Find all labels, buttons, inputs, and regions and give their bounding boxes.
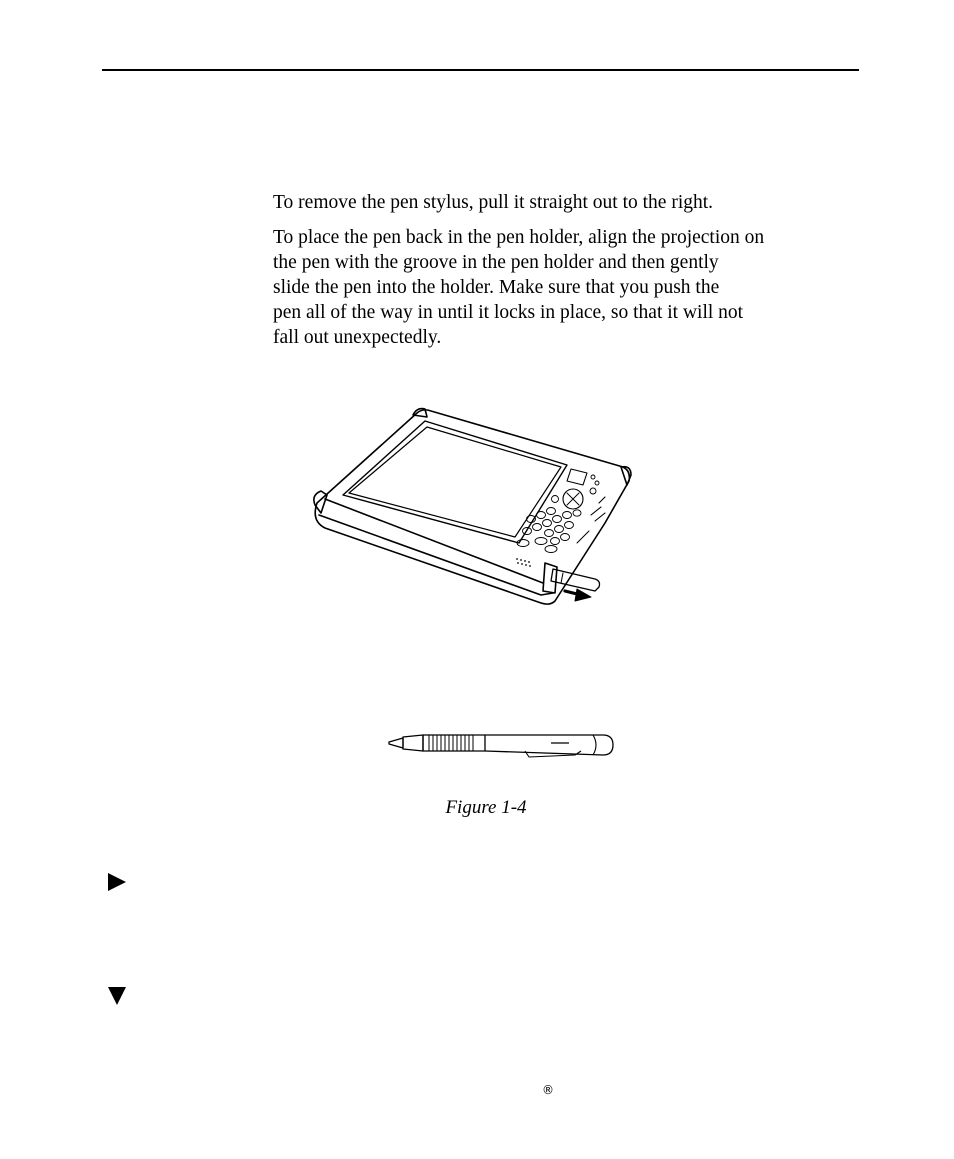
tablet-illustration (305, 403, 640, 608)
paragraph-line: fall out unexpectedly. (273, 327, 442, 348)
registered-mark: ® (542, 1083, 554, 1097)
paragraph-line: slide the pen into the holder. Make sure that you push the (273, 277, 720, 298)
paragraph-line: the pen with the groove in the pen holder and then gently (273, 252, 719, 273)
pen-stylus-illustration (385, 730, 620, 762)
header-rule (102, 69, 859, 71)
paragraph-line: To place the pen back in the pen holder, align the projection on (273, 227, 765, 248)
down-triangle-icon (106, 985, 128, 1007)
right-triangle-icon (106, 871, 128, 893)
figure-caption: Figure 1-4 (445, 797, 527, 818)
paragraph-line: pen all of the way in until it locks in place, so that it will not (273, 302, 744, 323)
paragraph-place-pen (273, 225, 893, 350)
paragraph-remove-pen: To remove the pen stylus, pull it straight out to the right. (273, 192, 714, 213)
